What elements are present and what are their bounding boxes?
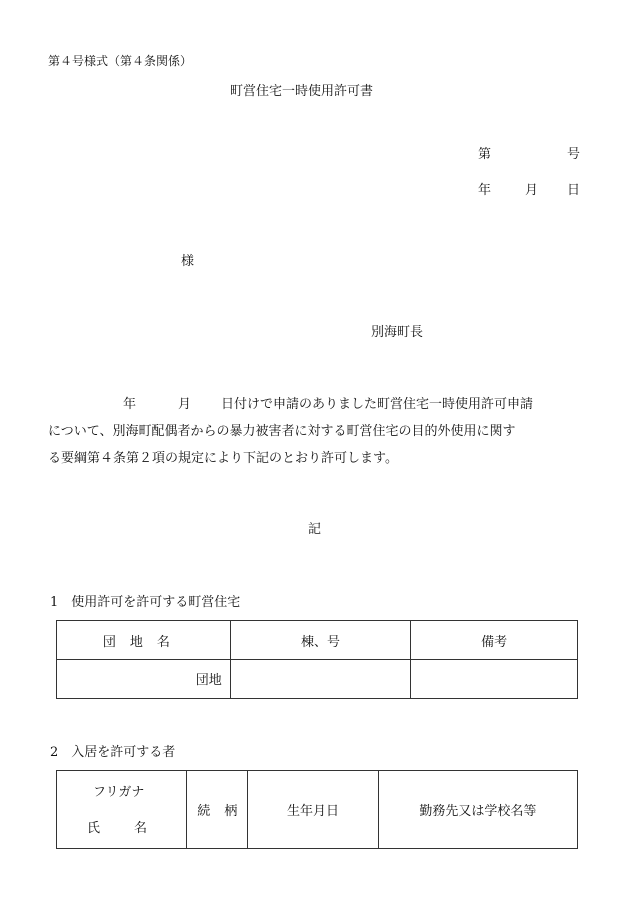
date-day: 日 [566, 183, 580, 198]
section-2-heading: 2 入居を許可する者 [50, 745, 176, 760]
header-name [87, 817, 147, 836]
body-line-1-rest: 日付けで申請のありました町営住宅一時使用許可申請 [221, 397, 534, 412]
issuer-name: 別海町長 [371, 325, 424, 340]
danchi-name-cell: 団地 [57, 660, 231, 699]
header-name-a: 氏 [87, 821, 101, 836]
header-name-b: 名 [134, 821, 148, 836]
table-row [57, 621, 578, 660]
section-1-heading: 1 使用許可を許可する町営住宅 [50, 595, 241, 610]
occupant-table [56, 770, 578, 849]
date-month: 月 [525, 183, 539, 198]
body-line-2: について、別海町配偶者からの暴力被害者に対する町営住宅の目的外使用に関す [48, 424, 516, 439]
permission-body-text [48, 391, 583, 472]
ki-heading: 記 [308, 522, 322, 537]
document-title: 町営住宅一時使用許可書 [230, 84, 374, 99]
addressee-suffix: 様 [181, 254, 195, 269]
header-relation-b: 柄 [224, 804, 238, 819]
housing-table [56, 620, 578, 699]
header-building-number: 棟、号 [230, 621, 411, 660]
body-month: 月 [178, 397, 192, 412]
number-prefix: 第 [478, 147, 492, 162]
body-year: 年 [123, 397, 137, 412]
header-furigana: フリガナ [93, 785, 145, 800]
number-suffix: 号 [566, 147, 580, 162]
header-remarks: 備考 [411, 621, 578, 660]
body-line-3: る要綱第４条第２項の規定により下記のとおり許可します。 [48, 451, 398, 466]
body-line-1 [48, 391, 583, 418]
header-name-cell [57, 771, 187, 849]
header-birthdate: 生年月日 [248, 771, 378, 849]
table-row [57, 771, 578, 849]
building-number-cell [230, 660, 411, 699]
header-relation-a: 続 [197, 804, 211, 819]
form-number-label: 第４号様式（第４条関係） [48, 54, 193, 68]
date-year: 年 [478, 183, 492, 198]
remarks-cell [411, 660, 578, 699]
header-relationship [187, 771, 248, 849]
header-workplace: 勤務先又は学校名等 [378, 771, 577, 849]
table-row [57, 660, 578, 699]
header-danchi-name: 団地名 [57, 621, 231, 660]
